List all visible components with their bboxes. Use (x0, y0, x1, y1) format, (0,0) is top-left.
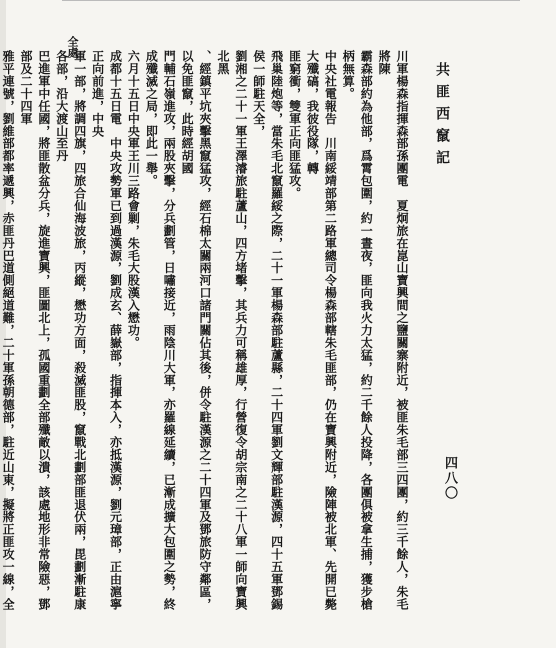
text-column: 巴進軍中任國，將匪散盆分兵，旋進寶興，匪圖北上，孤國重劃全部殲敵以潰，該處地形非常險惡，鄧部及二十四軍 (18, 50, 51, 611)
text-column: 飛巢陸炮等，當朱毛北竄羅綏之際，二十一軍楊森部駐蘆縣，二十四軍劉文輝部駐漢源，四十五軍鄧錫侯一師駐天全， (251, 50, 284, 611)
text-column: 霸森部約為他部，爲霄包圍，約一晝夜，匪向我火力太猛，約二千餘人投降，各團俱被拿生捕，獲步槍柄無算。 (341, 50, 374, 611)
header-rule (62, 0, 520, 1)
text-column: 川軍楊森指揮森部孫團電 夏炯旅在崑山寶興間之鹽關寨附近，被匪朱毛部三四團，約三千餘人，朱毛將陳 (377, 50, 409, 611)
text-column: 、經鎮平坑夾擊黑竄猛攻，經石棉太關兩河口諸門關佔其後，併令駐漢源之二十四軍及鄧旅防守鄰區，以免匪竄，此時經胡國 (180, 50, 213, 611)
running-title: 共匪西竄記 (434, 62, 450, 172)
text-column: 六月十五日中央軍王川三路會剿，朱毛大股漢入懋功。 (126, 50, 141, 349)
text-column: 劉湘之二十一軍王澤濬旅駐蘆山，四方堵擊，其兵力可稱雄厚，行營復令胡宗南之二十八軍一師向寶興北黑 (215, 50, 248, 611)
text-column: 成都十五日電 中央攻勢軍已到過漢源，劉成玄、薛嶽部，指揮本入，亦抵漢源，劉元璋部，正由滬寧正向前進，中央 (90, 50, 123, 611)
page-number: 四八〇 (442, 456, 457, 501)
vertical-body-text (1, 50, 410, 622)
text-column: 軍一部，將調四旗，四旅合仙海波旅，丙縱，懋功方面，殺滅匪股，竄戰北劃部匪退伏兩，毘劃漸駐康各部，沿大渡山至丹 (54, 50, 87, 611)
margin-note: 全處 (66, 36, 79, 58)
text-column: 門輔石嶺進攻，兩股夾擊，分兵劃管，日嘯接近，雨陰川大軍，亦羅線延續，已漸成擴大包圍之勢，終成殲滅之局，即此一舉。 (144, 50, 177, 611)
text-column: 中央社電報告 川南綏靖部第二路軍總司令楊森部轄朱毛匪部，仍在寶興附近，險陣被北軍、先開已斃大殲碻，我彼役隊，轉 (305, 50, 338, 611)
text-column: 匪窮衝，雙軍正向匪猛攻。 (287, 50, 302, 200)
text-column: 雅平連號，劉維部都率遞興，赤匪丹巴道側絕道難，二十軍孫朝德部，駐近山東，擬將正匪攻一線，全 (1, 50, 16, 611)
